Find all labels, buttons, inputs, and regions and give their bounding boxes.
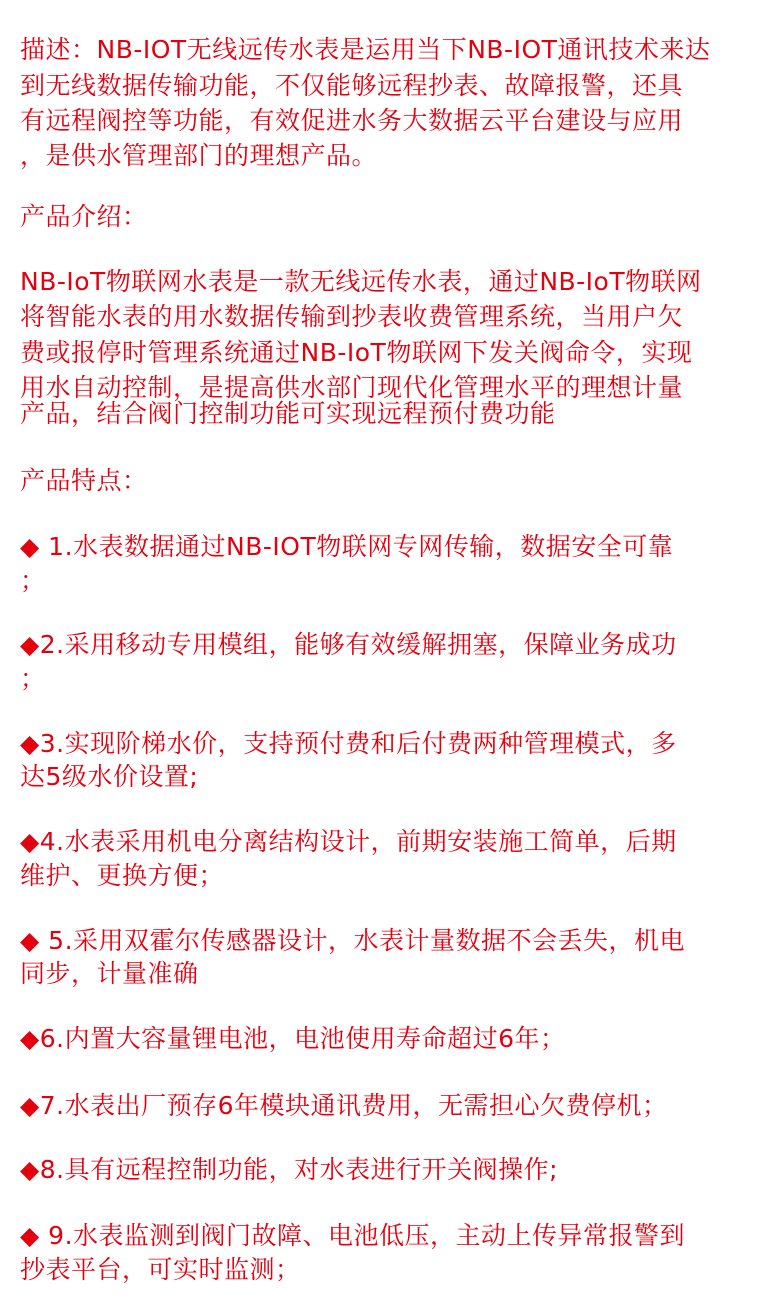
feature-item-1-line-2: ； [20, 566, 46, 595]
feature-item-9-line-1: ◆ 9.水表监测到阀门故障、电池低压，主动上传异常报警到 [20, 1221, 686, 1250]
intro-line: 产品，结合阀门控制功能可实现远程预付费功能 [20, 399, 556, 428]
description-line: 到无线数据传输功能，不仅能够远程抄表、故障报警，还具 [20, 71, 684, 100]
feature-item-9-line-2: 抄表平台，可实时监测； [20, 1255, 301, 1284]
feature-item-5-line-1: ◆ 5.采用双霍尔传感器设计，水表计量数据不会丢失，机电 [20, 926, 686, 955]
description-line: 描述：NB-IOT无线远传水表是运用当下NB-IOT通讯技术来达 [20, 35, 711, 64]
intro-line: 用水自动控制，是提高供水部门现代化管理水平的理想计量 [20, 373, 684, 402]
feature-item-7: ◆7.水表出厂预存6年模块通讯费用，无需担心欠费停机； [20, 1091, 668, 1120]
intro-heading: 产品介绍： [20, 202, 148, 231]
intro-line: NB-IoT物联网水表是一款无线远传水表，通过NB-IoT物联网 [20, 267, 702, 296]
description-line: 有远程阀控等功能，有效促进水务大数据云平台建设与应用 [20, 106, 684, 135]
feature-item-2-line-2: ； [20, 664, 46, 693]
feature-item-3-line-1: ◆3.实现阶梯水价，支持预付费和后付费两种管理模式，多 [20, 729, 677, 758]
feature-item-5-line-2: 同步，计量准确 [20, 959, 199, 988]
feature-item-4-line-2: 维护、更换方便； [20, 861, 225, 890]
description-line: ，是供水管理部门的理想产品。 [20, 141, 378, 170]
feature-item-8: ◆8.具有远程控制功能，对水表进行开关阀操作; [20, 1155, 559, 1184]
features-heading: 产品特点： [20, 466, 148, 495]
feature-item-1-line-1: ◆ 1.水表数据通过NB-IOT物联网专网传输，数据安全可靠 [20, 532, 674, 561]
feature-item-6: ◆6.内置大容量锂电池，电池使用寿命超过6年； [20, 1024, 566, 1053]
intro-line: 将智能水表的用水数据传输到抄表收费管理系统，当用户欠 [20, 302, 684, 331]
feature-item-3-line-2: 达5级水价设置; [20, 762, 199, 791]
feature-item-4-line-1: ◆4.水表采用机电分离结构设计，前期安装施工简单，后期 [20, 827, 677, 856]
feature-item-2-line-1: ◆2.采用移动专用模组，能够有效缓解拥塞，保障业务成功 [20, 630, 677, 659]
intro-line: 费或报停时管理系统通过NB-IoT物联网下发关阀命令，实现 [20, 338, 693, 367]
